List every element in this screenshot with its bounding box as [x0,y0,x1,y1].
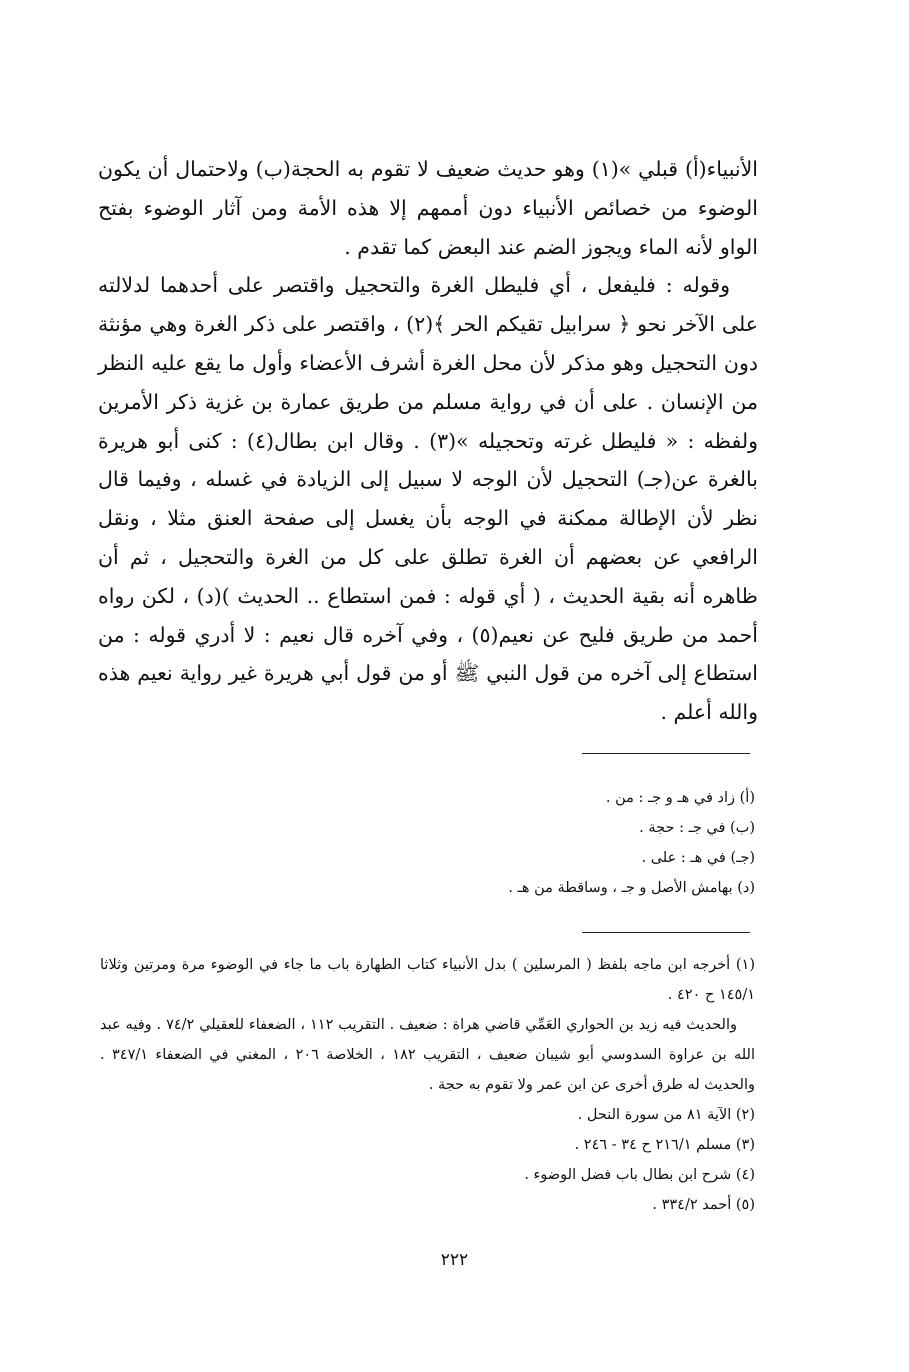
page-number: ٢٢٢ [440,1250,469,1270]
main-text [98,150,758,732]
footnote: والحديث فيه زيد بن الحواري العَمِّي قاضي هراة : ضعيف . التقريب ١١٢ ، الضعفاء للعقيلي ٧٤/٢ . وفيه عبد الله بن عراوة السدوسي أبو شيبان ضعيف ، التقريب ١٨٢ ، الخلاصة ٢٠٦ ، المغني في الضعفاء ٣٤٧/١ . والحديث له طرق أخرى عن ابن عمر ولا تقوم به حجة . [100,1017,756,1093]
footnote: (٢) الآية ٨١ من سورة النحل . [577,1107,755,1123]
footnote: (١) أخرجه ابن ماجه بلفظ ( المرسلين ) بدل الأنبياء كتاب الطهارة باب ما جاء في الوضوء مرة ومرتين وثلاثا ١٤٥/١ ح ٤٢٠ . [100,957,755,1003]
variant-note: (د) بهامش الأصل و جـ ، وساقطة من هـ . [508,880,755,896]
footnote: (٥) أحمد ٣٣٤/٢ . [652,1197,755,1213]
footnote-separator [582,753,750,754]
paragraph: وقوله : فليفعل ، أي فليطل الغرة والتحجيل واقتصر على أحدهما لدلالته على الآخر نحو ﴿ سرابيل تقيكم الحر ﴾(٢) ، واقتصر على ذكر الغرة وهي مؤنثة دون التحجيل وهو مذكر لأن محل الغرة أشرف الأعضاء وأول ما يقع عليه النظر من الإنسان . على أن في رواية مسلم من طريق عمارة بن غزية ذكر الأمرين ولفظه : « فليطل غرته وتحجيله »(٣) . وقال ابن بطال(٤) : كنى أبو هريرة بالغرة عن(جـ) التحجيل لأن الوجه لا سبيل إلى الزيادة في غسله ، وفيما قال نظر لأن الإطالة ممكنة في الوجه بأن يغسل إلى صفحة العنق مثلا ، ونقل الرافعي عن بعضهم أن الغرة تطلق على كل من الغرة والتحجيل ، ثم أن ظاهره أنه بقية الحديث ، ( أي قوله : فمن استطاع .. الحديث )(د) ، لكن رواه أحمد من طريق فليح عن نعيم(٥) ، وفي آخره قال نعيم : لا أدري قوله : من استطاع إلى آخره من قول النبي ﷺ أو من قول أبي هريرة غير رواية نعيم هذه والله أعلم . [98,273,758,725]
paragraph: الأنبياء(أ) قبلي »(١) وهو حديث ضعيف لا تقوم به الحجة(ب) ولاحتمال أن يكون الوضوء من خصائص الأنبياء دون أممهم إلا هذه الأمة ومن آثار الوضوء بفتح الواو لأنه الماء ويجوز الضم عند البعض كما تقدم . [98,157,758,259]
variant-note: (أ) زاد في هـ و جـ : من . [605,790,755,806]
variant-note: (جـ) في هـ : على . [641,850,755,866]
footnote: (٤) شرح ابن بطال باب فضل الوضوء . [524,1167,755,1183]
variant-notes [100,783,755,903]
footnote: (٣) مسلم ٢١٦/١ ح ٣٤ - ٢٤٦ . [574,1137,755,1153]
footnotes [100,950,755,1220]
footnote-separator [582,932,750,933]
variant-note: (ب) في جـ : حجة . [639,820,755,836]
